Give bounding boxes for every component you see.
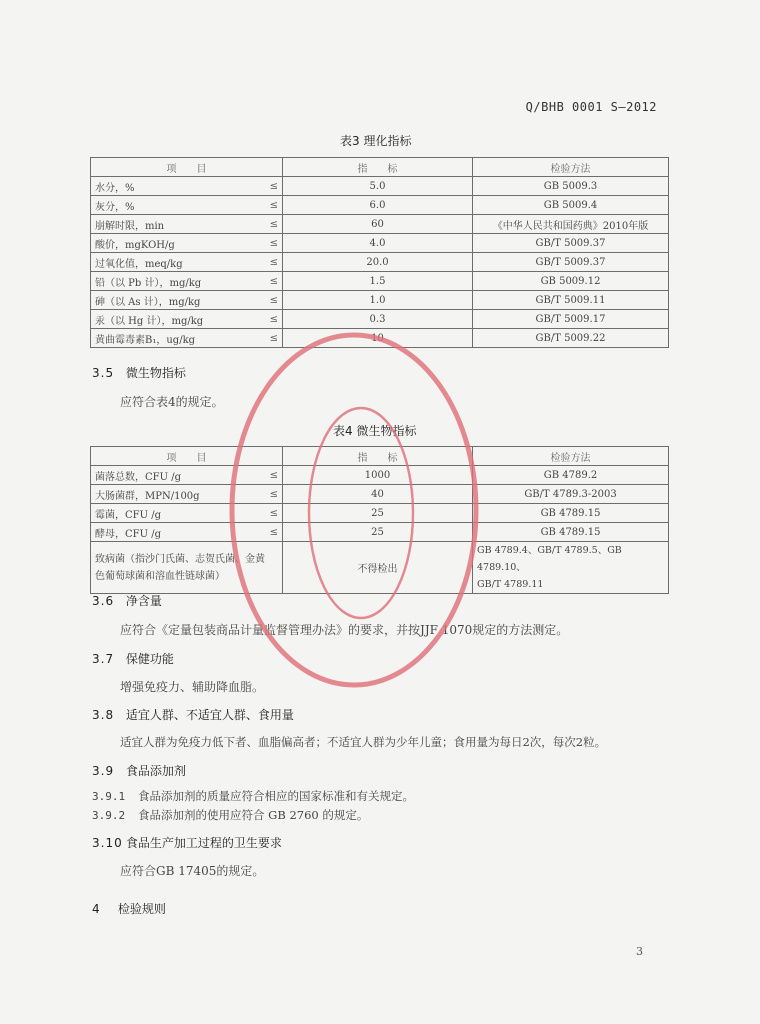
- section-3-10-text: 应符合GB 17405的规定。: [120, 864, 265, 878]
- method-cell: GB 4789.15: [473, 523, 669, 542]
- item-name-cell: 汞（以 Hg 计），mg/kg: [91, 310, 251, 329]
- item-name-cell: 酵母，CFU /g: [91, 523, 251, 542]
- section-number: 3.8: [92, 708, 115, 722]
- item-name-cell: 菌落总数，CFU /g: [91, 466, 251, 485]
- section-4-heading: [92, 900, 166, 917]
- pathogen-item-cell: [91, 542, 283, 594]
- section-3-6-text: 应符合《定量包装商品计量监督管理办法》的要求，并按JJF 1070规定的方法测定。: [120, 623, 569, 637]
- method-cell: GB/T 5009.37: [473, 253, 669, 272]
- method-cell: GB/T 5009.22: [473, 329, 669, 348]
- table4-row: [91, 523, 669, 542]
- table4-microbial: [90, 446, 669, 594]
- subsection-text: 食品添加剂的使用应符合 GB 2760 的规定。: [138, 808, 369, 822]
- operator-cell: ≤: [251, 310, 283, 329]
- method-cell: 《中华人民共和国药典》2010年版: [473, 215, 669, 234]
- column-header-method: 检验方法: [473, 158, 669, 177]
- method-cell: GB/T 4789.3-2003: [473, 485, 669, 504]
- operator-cell: ≤: [251, 466, 283, 485]
- operator-cell: ≤: [251, 329, 283, 348]
- pathogen-method-line: GB 4789.4、GB/T 4789.5、GB 4789.10、: [477, 545, 622, 573]
- section-title: 保健功能: [125, 652, 174, 666]
- column-header-method: 检验方法: [473, 447, 669, 466]
- table3-row: [91, 310, 669, 329]
- section-number: 3.5: [92, 366, 115, 380]
- operator-cell: ≤: [251, 177, 283, 196]
- section-3-7-heading: [92, 650, 174, 667]
- operator-cell: ≤: [251, 234, 283, 253]
- pathogen-item-line: 致病菌（指沙门氏菌、志贺氏菌、金黄: [95, 553, 265, 565]
- section-number: 3.7: [92, 652, 115, 666]
- method-cell: GB/T 5009.37: [473, 234, 669, 253]
- table3-caption: 表3 理化指标: [340, 134, 412, 148]
- section-number: 3.6: [92, 594, 115, 608]
- item-name-cell: 砷（以 As 计），mg/kg: [91, 291, 251, 310]
- method-cell: GB/T 5009.17: [473, 310, 669, 329]
- method-cell: GB 5009.4: [473, 196, 669, 215]
- table3-row: [91, 329, 669, 348]
- item-name-cell: 铅（以 Pb 计），mg/kg: [91, 272, 251, 291]
- column-header-item: 项 目: [91, 158, 283, 177]
- table4-row: [91, 485, 669, 504]
- section-title: 微生物指标: [125, 366, 186, 380]
- operator-cell: ≤: [251, 504, 283, 523]
- subsection-number: 3.9.2: [92, 809, 126, 822]
- section-3-6-heading: [92, 592, 162, 609]
- value-cell: 40: [283, 485, 473, 504]
- table-row-pathogen: [91, 542, 669, 594]
- section-3-9-1: [92, 788, 414, 804]
- section-3-9-heading: [92, 762, 186, 779]
- section-3-5-text: 应符合表4的规定。: [120, 395, 224, 409]
- table4-header-row: [91, 447, 669, 466]
- table3-row: [91, 196, 669, 215]
- standard-code: Q/BHB 0001 S—2012: [525, 100, 657, 114]
- section-title: 检验规则: [117, 902, 166, 916]
- operator-cell: ≤: [251, 291, 283, 310]
- operator-cell: ≤: [251, 523, 283, 542]
- section-title: 食品生产加工过程的卫生要求: [125, 836, 282, 850]
- table4-row: [91, 466, 669, 485]
- method-cell: GB/T 5009.11: [473, 291, 669, 310]
- section-3-8-text: 适宜人群为免疫力低下者、血脂偏高者；不适宜人群为少年儿童；食用量为每日2次，每次2粒。: [120, 735, 607, 749]
- operator-cell: ≤: [251, 485, 283, 504]
- value-cell: 1000: [283, 466, 473, 485]
- value-cell: 6.0: [283, 196, 473, 215]
- value-cell: 60: [283, 215, 473, 234]
- table3-row: [91, 215, 669, 234]
- item-name-cell: 大肠菌群，MPN/100g: [91, 485, 251, 504]
- value-cell: 25: [283, 523, 473, 542]
- value-cell: 0.3: [283, 310, 473, 329]
- operator-cell: ≤: [251, 253, 283, 272]
- section-number: 4: [92, 902, 101, 916]
- section-title: 净含量: [125, 594, 162, 608]
- table3-physicochemical: [90, 157, 669, 348]
- subsection-text: 食品添加剂的质量应符合相应的国家标准和有关规定。: [138, 789, 414, 803]
- method-cell: GB 5009.12: [473, 272, 669, 291]
- operator-cell: ≤: [251, 272, 283, 291]
- section-title: 食品添加剂: [125, 764, 186, 778]
- item-name-cell: 酸价，mgKOH/g: [91, 234, 251, 253]
- item-name-cell: 灰分，%: [91, 196, 251, 215]
- pathogen-item-line: 色葡萄球菌和溶血性链球菌）: [95, 570, 225, 582]
- item-name-cell: 黄曲霉毒素B₁，ug/kg: [91, 329, 251, 348]
- section-3-5-heading: [92, 364, 186, 381]
- section-number: 3.10: [92, 836, 123, 850]
- section-3-7-text: 增强免疫力、辅助降血脂。: [120, 680, 265, 694]
- value-cell: 4.0: [283, 234, 473, 253]
- operator-cell: ≤: [251, 196, 283, 215]
- item-name-cell: 过氧化值，meq/kg: [91, 253, 251, 272]
- column-header-value: 指 标: [283, 158, 473, 177]
- table3-row: [91, 253, 669, 272]
- operator-cell: ≤: [251, 215, 283, 234]
- section-3-9-2: [92, 807, 368, 823]
- subsection-number: 3.9.1: [92, 790, 126, 803]
- value-cell: 1.5: [283, 272, 473, 291]
- value-cell: 20.0: [283, 253, 473, 272]
- table4-caption: 表4 微生物指标: [333, 424, 417, 438]
- method-cell: GB 4789.2: [473, 466, 669, 485]
- page-number: 3: [636, 945, 643, 958]
- table3-row: [91, 291, 669, 310]
- item-name-cell: 崩解时限，min: [91, 215, 251, 234]
- table4-row: [91, 504, 669, 523]
- method-cell: GB 4789.15: [473, 504, 669, 523]
- section-3-10-heading: [92, 834, 282, 851]
- pathogen-method-cell: [473, 542, 669, 594]
- column-header-item: 项 目: [91, 447, 283, 466]
- column-header-value: 指 标: [283, 447, 473, 466]
- pathogen-method-line: GB/T 4789.11: [477, 579, 544, 590]
- method-cell: GB 5009.3: [473, 177, 669, 196]
- value-cell: 10: [283, 329, 473, 348]
- table3-row: [91, 234, 669, 253]
- section-title: 适宜人群、不适宜人群、食用量: [125, 708, 294, 722]
- section-number: 3.9: [92, 764, 115, 778]
- value-cell: 1.0: [283, 291, 473, 310]
- table3-header-row: [91, 158, 669, 177]
- value-cell: 25: [283, 504, 473, 523]
- item-name-cell: 霉菌，CFU /g: [91, 504, 251, 523]
- value-cell: 5.0: [283, 177, 473, 196]
- pathogen-value-cell: 不得检出: [283, 542, 473, 594]
- item-name-cell: 水分，%: [91, 177, 251, 196]
- section-3-8-heading: [92, 706, 294, 723]
- table3-row: [91, 177, 669, 196]
- table3-row: [91, 272, 669, 291]
